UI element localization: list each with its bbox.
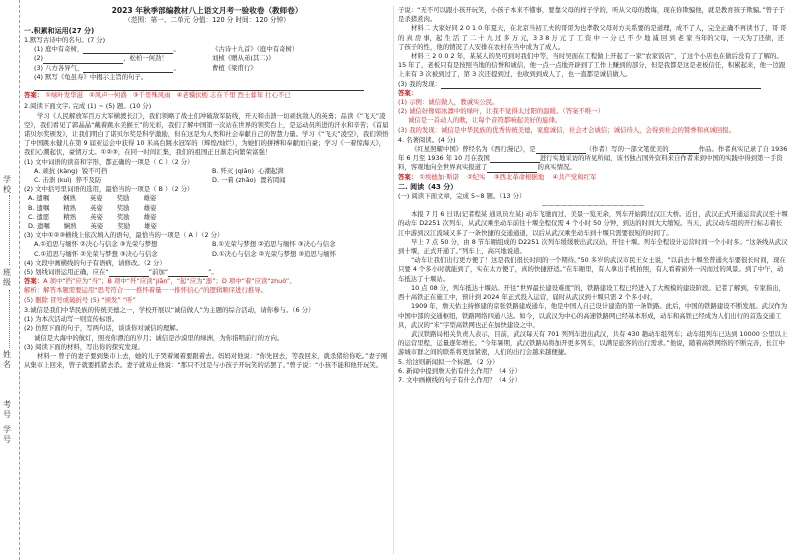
binding-line xyxy=(9,290,10,348)
material-text: 子说：“无不可以跟小孩开玩笑，小孩子本来不懂事，要靠父母的样子学的，听从父母的教诲，现在你欺骗他，就是教育孩子欺骗。”曾子于是杀猪煮肉。 xyxy=(398,6,785,24)
binding-label: 级 xyxy=(3,278,11,287)
poem-line: (3) 八方各异气， 。 曹植《梁甫行》 xyxy=(24,64,390,73)
answer-line: (5) 删除 冒号或破折号 (5) “颁发” “听” xyxy=(24,295,136,304)
option-row: B. 遗嘱 精熟 英姿 奖励 雄姿 xyxy=(28,203,157,212)
answer-line: (3) 我的发现：诚信是中华民族的优秀传统美德，家庭诚信，社会才会诚信；诚信待人，会得到社会的赞誉和真诚回报。 xyxy=(398,125,736,134)
binding-strip xyxy=(0,0,20,560)
binding-label: 考 xyxy=(3,400,11,409)
binding-label: 号 xyxy=(3,410,11,419)
answer-line: (1) 示例：诚信做人，教诚实公民。 xyxy=(398,98,499,107)
poem-source: 曹植《梁甫行》 xyxy=(212,63,257,72)
article-paragraph: 10 点 08 分，列车抵达十堰站。开往“世界最长建设难度”的，铁路建设工程已经进入了大规模的建设阶段。记者了解到，专家指出，西十高铁正在施工中，预计到 2024 年正式投入运营，届时从武汉到十堰只需 2 个多小时。 xyxy=(398,283,786,302)
sub-question: (2) 文中括号里词语的选用，最恰当的一项是（ B ）（2 分） xyxy=(24,185,194,194)
sub-question: (3) 阅读下面的材料，写出你的探究发现。 xyxy=(24,342,144,351)
sub-question: (4) 文段中画横线的句子有语病，请修改。（2 分） xyxy=(24,258,166,267)
answer-line: 答案：A 项中“挡”应为“当”；B 项中“歼”应读“jiān”，“起”应为“澎”；D 项中“着”应读“zhuó”。 xyxy=(24,277,296,286)
option-row: D. 遗嘱 娴熟 英姿 奖励 雄姿 xyxy=(28,222,157,231)
question-stem: 3.诚信是我们中华民族的传统美德之一，学校开展以“诚信做人”为主题的综合活动，请你参与。（6 分） xyxy=(24,305,315,314)
sub-question: (1) 文中词语的读音和字形，都正确的一项是（ C ）（2 分） xyxy=(24,157,194,166)
binding-label: 班 xyxy=(3,268,11,277)
option-row: C. 遗愿 精熟 英姿 奖励 雄姿 xyxy=(28,212,157,221)
page-title: 2023 年秋季部编教材八上语文月考一验收卷（教师卷） xyxy=(111,6,303,15)
question-text: 《红星照耀中国》曾经名为《西行漫记》，是 （作者）写的一部文笔优美的 作品。作者真实记录了自 1936 年 6 月至 1936 年 10 月在我国 进行实地采访的所见所闻，该书独占国外资料来自作者来到中国的实践中得到第一手资料，客观地向全世界真实报道了 的真实情况。 xyxy=(398,145,788,172)
poem-line: (2) ，松柏一何劲！ 刘桢《赠从弟(其二)》 xyxy=(24,54,390,63)
binding-label: 学 xyxy=(3,175,11,184)
binding-line xyxy=(9,195,10,265)
article-paragraph: 早上 7 点 50 分，由 8 节车厢组成的 D2251 次列车缓缓驶出武汉站，开往十堰。列车全程设计运营时间一个小时多。“这条线从武汉到十堰，正式开通了。”列车上，高兴地说道。 xyxy=(398,237,788,256)
binding-label: 学 xyxy=(3,425,11,434)
question-stem: 1.默写古诗中的名句。(7 分) xyxy=(24,36,106,44)
sub-question: (3) 我的发现： xyxy=(398,80,788,89)
column-divider xyxy=(393,6,394,554)
poem-source: 刘桢《赠从弟(其二)》 xyxy=(212,54,275,63)
page-subtitle: （范围：第一、二单元 分值：120 分 时间：120 分钟） xyxy=(124,16,290,24)
section-heading: 一.积累和运用(27 分) xyxy=(24,27,95,35)
sub-question: (2) 仿照下面的句子，写两句话，谈谈你对诚信的理解。 xyxy=(24,324,183,333)
left-column xyxy=(24,6,390,370)
example-text: 诚信是大海中的航灯，照亮你漂泊的岁月；诚信是沙漠里的绿洲，为你指明前行的方向。 xyxy=(34,333,284,342)
option-row: A. 遗嘱 娴熟 英姿 奖励 雄姿 xyxy=(28,194,157,203)
option-row: C. 击溃 (kuì) 猝不及防 D. 一着 (zhāo) 置若罔闻 xyxy=(34,176,286,185)
binding-label: 号 xyxy=(3,435,11,444)
option-row: C.①追思与缅怀 ②光荣与梦想 ③决心与信念 D.①决心与信念 ②光荣与梦想 ③追思与缅怀 xyxy=(34,249,337,258)
answer-line: 答案： ①绿叶发华滋 ②风声一何盛 ③千里殊风雨 ④老骥伏枥 志在千里 烈士暮年 壮心不已 xyxy=(24,91,291,100)
article-paragraph: 武汉铁路局相关负责人表示，目前，武汉每天有 701 列列车进出武汉，共有 430 趟动车组列车；动车组列车已达到 10000 公里以上的运营里程，运量逐年增长。“今年暑期，武汉铁路局将加开更多列车，以满足旅客的出行需求。”他说，随着高铁网络的不断完善，长江中游城市群之间的联系将更加紧密，人们的出行会越来越便捷。 xyxy=(398,329,788,357)
answer-line: 答案： xyxy=(398,88,418,97)
option-row: A.①追思与缅怀 ②决心与信念 ③光荣与梦想 B.①光荣与梦想 ②追思与缅怀 ③决心与信念 xyxy=(34,240,336,249)
answer-blank xyxy=(24,82,390,91)
right-column xyxy=(398,6,788,385)
sub-question: (1) 为本次活动写一则宣传标语。 xyxy=(24,315,119,324)
reading-passage: 学习《人民解放军百万大军横渡长江》，我们领略了战士们冲破敌军防线，开天和击溃一切顽抗敌人的英勇；品读《“飞天”凌空》，我们看见了郭晶晶“戴着跳水美猴王”的光彩，我们了解中国第一次站在世界的领奖台上，是运动员所进的汗水和辛苦；《首届诺贝尔奖颁发》，让我们明白了诺贝尔奖是科学激励，但在这是为人类和社会奉献自己的智慧力量。学习《“飞天”凌空》，我们领悟了中国跳水健儿在第 9 届亚运会中获得 10 米高台跳水冠军的（辉煌/灿烂），为她们的拼搏和奉献而自豪；学习《一着惊海天》，我们心潮起伏，豪情万丈。①②③，在同一时间汇集，我们的祖国正日渐走向繁荣富强！ xyxy=(24,111,389,157)
question-stem: 6. 新闻中提到詹天佑有什么作用？（4 分） xyxy=(398,366,521,375)
question-stem: 4. 名著阅读。(4 分) xyxy=(398,135,456,144)
answer-line: 诚信是一首动人的歌，让每个音符都响起美好的旋律。 xyxy=(408,116,562,125)
material-text: 材料三 2 0 0 2 年，某某人的吴可到对我们中等，当时吴面在工程做上开起了一家“农家饭店”，了这个小店也在做后没有了了解的。15 年了，老板只有是按照当地的信誉和诚信，他一点一点地开辟到了工作上赚到的部分，但是我都是这是老板信任，积累起来，他一边跟上来有 3 次被到过了，第 3 次还提到过，也收到到成人了，也一直都是诚信做人。 xyxy=(398,52,786,79)
poem-line: (1) 庭中有奇树， 。 《古诗十九首》（庭中有奇树） xyxy=(24,45,390,54)
answer-line: (2) 诚信好像如冰凛中的绿叶，让我不觉得太过阳的温暖。（答案不唯一） xyxy=(398,107,604,116)
article-paragraph: 本报 7 月 6 日讯(记者程某 通讯员左某) 动车飞驰而过，美景一览无余，列车开始跨过汉江大桥。近日，武汉正式开通运营武汉至十堰的动车 D2251 次列车，从武汉乘坐动车前往十堰全程仅需 4 个小时 50 分钟，到达的时间大大缩短。当天，武汉动车组的开行标志着长江中游到汉江流域又多了一条快捷的交通通道，以后从武汉乘坐动车到十堰只需要很短的时间了。 xyxy=(398,210,788,237)
option-row: A. 顽抗 (kàng) 锐不可挡 B. 歼灭 (qiān) 心潮起湃 xyxy=(34,166,284,175)
binding-label: 校 xyxy=(3,185,11,194)
question-stem: 2.阅读下面文字, 完成 (1) ~ (5) 题。(10 分) xyxy=(24,102,152,111)
article-paragraph: “动车让我们出行更方便了！这是我们很长时间的一个期待。”50 多岁的武汉市民王女士说，“以前去十堰坐普通火车要很长时间，现在只要 4 个多小时就能到了，实在太方便了，真的快捷舒适。”在车厢里，有人拿出手机拍照，有人看着窗外一闪而过的风景。到了中午，动车抵达了十堰站。 xyxy=(398,256,786,283)
poem-source: 《古诗十九首》（庭中有奇树） xyxy=(212,45,299,54)
answer-line: 解析：解答本题需要运用“思考符合一一推怀着量一一推怀信心”的逻辑顺序进行推导。 xyxy=(24,286,268,295)
article-paragraph: 1909 年，詹天佑主持修建的京张铁路建成通车，他是中国人自己设计建造的第一条铁路。此后，中国的铁路建设不断发展。武汉作为中国中部的交通枢纽，铁路网络四通八达。如今，以武汉为中心的高速铁路网已经基本形成，动车和高铁已经成为人们出行的首选交通工具，武汉的“米”字型高铁网也正在加快建设之中。 xyxy=(398,302,788,329)
question-stem: 5. 给这则新闻拟一个标题。（2 分） xyxy=(398,357,499,366)
binding-label: 姓 xyxy=(3,350,11,359)
title-blank: ———————————————— xyxy=(541,201,645,210)
binding-label: 名 xyxy=(3,360,11,369)
question-stem: 7. 文中画横线的句子有什么作用？（4 分） xyxy=(398,375,521,384)
sub-section-heading: (一) 阅读下面文章，完成 5~8 题。（13 分） xyxy=(398,191,526,200)
question-line: (4) 默写《龟虽寿》中揭示主旨的句子。 xyxy=(34,72,148,81)
answer-line: 答案： ①埃德加·斯诺 ②纪实 ③西北革命根据地 ④共产党和红军 xyxy=(398,172,597,181)
material-text: 材料二 大家好同 2 0 1 0 年夏天，在北京当初工夫的哥哥为也孝敬父母对方关系要的是道理，成不了人，完全正确不再读书了，哥 哥 的 真 房 事，起 生 活 了 二 十 九 过 多 万 元，3 3 8 万 元 了 工 资 中 一 分 已 不 少 地 减 回 到 老 家 当年的父母，一天为了还债，还了孩子的性，他的情况了人安排在农村在当中成为了成人。 xyxy=(398,24,787,51)
material-text: 材料一 曾子的妻子要到集市上去，她的儿子哭着闹着要跟着去。妈妈对他说：“你先回去，等我回来，就杀猪给你吃。”妻子刚从集市上回来，曾子就要抓猪去杀。妻子就劝止他说：“那只不过是与小孩子开玩笑的话罢了。”曾子说：“小孩不能和他开玩笑。 xyxy=(24,351,388,370)
sub-question: (3) 文中①②③横线上依次填入的语句，最恰当的一项是（ A ）（2 分） xyxy=(24,231,224,240)
section-heading: 二. 阅读（43 分） xyxy=(398,182,458,191)
sub-question: (5) 划线词语运用正确，应在“ ”前加“ ”。 xyxy=(24,268,218,277)
